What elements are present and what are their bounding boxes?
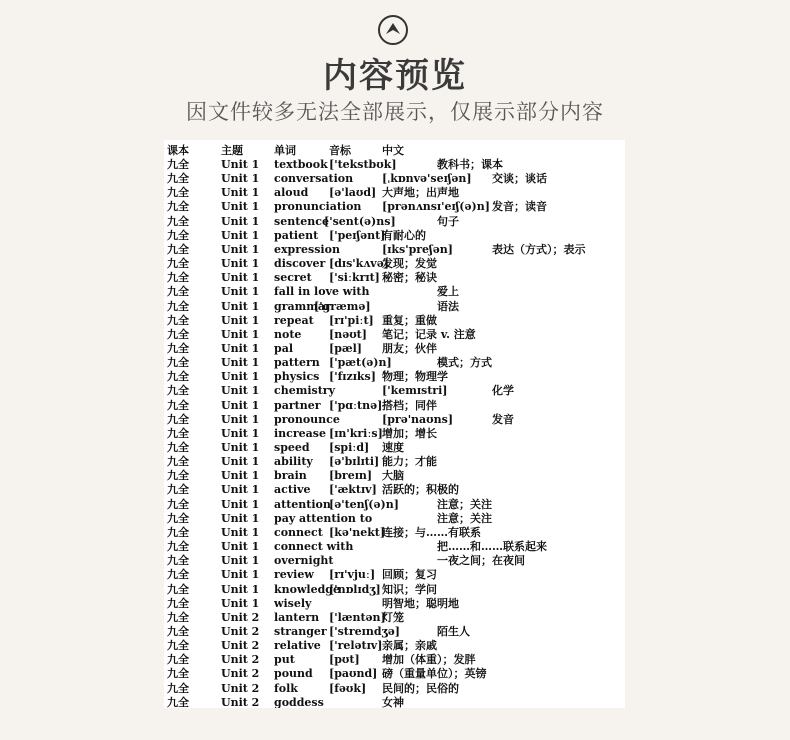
cell-word: patient — [274, 228, 319, 242]
cell-chinese: 增加（体重）；发胖 — [382, 653, 476, 667]
cell-ipa: ['fɪzɪks] — [329, 370, 376, 384]
cell-book: 九全 — [167, 412, 189, 426]
cell-ipa: ['æktɪv] — [329, 483, 377, 497]
cell-book: 九全 — [167, 384, 189, 398]
cell-chinese: 知识；学问 — [382, 582, 437, 596]
cell-ipa: ['ɡræmə] — [314, 299, 371, 313]
cell-word: wisely — [274, 596, 312, 610]
cell-unit: Unit 2 — [221, 624, 260, 638]
cell-ipa: ['sent(ə)ns] — [324, 214, 396, 228]
cell-word: speed — [274, 441, 310, 454]
cell-book: 九全 — [167, 228, 189, 242]
cell-word: goddess — [274, 695, 324, 708]
cell-chinese: 注意；关注 — [437, 497, 492, 511]
cell-book: 九全 — [167, 540, 189, 554]
cell-word: pay attention to — [274, 511, 373, 525]
cell-ipa: [ə'bɪlɪti] — [329, 455, 380, 469]
cell-book: 九全 — [167, 455, 189, 469]
cell-chinese: 语法 — [437, 299, 459, 313]
cell-book: 九全 — [167, 469, 189, 483]
cell-ipa: [pʊt] — [329, 653, 360, 667]
cell-word: relative — [274, 639, 321, 653]
cell-ipa: ['pæt(ə)n] — [329, 356, 392, 370]
document-preview — [164, 140, 625, 708]
cell-unit: Unit 1 — [221, 469, 260, 483]
cell-book: 九全 — [167, 497, 189, 511]
cell-chinese: 活跃的；积极的 — [382, 483, 459, 497]
cell-unit: Unit 1 — [221, 172, 260, 186]
cell-book: 九全 — [167, 624, 189, 638]
cell-chinese: 回顾；复习 — [382, 568, 437, 582]
cell-book: 九全 — [167, 313, 189, 327]
cell-chinese: 磅（重量单位）；英镑 — [382, 667, 487, 681]
cell-ipa: [ɪks'preʃən] — [382, 242, 453, 256]
cell-chinese: 明智地；聪明地 — [382, 596, 459, 610]
cell-book: 九全 — [167, 158, 189, 171]
cell-chinese: 注意；关注 — [437, 511, 492, 525]
cell-word: folk — [274, 681, 298, 695]
cell-chinese: 物理；物理学 — [382, 370, 448, 384]
cell-word: connect with — [274, 540, 354, 554]
page-subtitle: 因文件较多无法全部展示，仅展示部分内容 — [186, 100, 604, 124]
cell-chinese: 发音；读音 — [492, 200, 547, 214]
cell-chinese: 搭档；同伴 — [382, 398, 437, 412]
cell-chinese: 民间的；民俗的 — [382, 681, 459, 695]
cell-word: brain — [274, 469, 307, 483]
cell-unit: Unit 1 — [221, 426, 260, 440]
cell-book: 九全 — [167, 596, 189, 610]
cell-ipa: ['pɑːtnə] — [329, 398, 383, 412]
cell-book: 九全 — [167, 214, 189, 228]
cell-word: expression — [274, 242, 340, 256]
column-header-ipa: 音标 — [329, 144, 351, 157]
cell-chinese: 爱上 — [437, 285, 459, 299]
cell-chinese: 连接；与……有联系 — [382, 525, 481, 539]
cell-book: 九全 — [167, 426, 189, 440]
column-header-unit: 主题 — [221, 144, 243, 157]
cell-word: knowledge — [274, 582, 340, 596]
cell-word: connect — [274, 525, 323, 539]
cell-ipa: ['nɒlɪdʒ] — [329, 582, 381, 596]
cell-book: 九全 — [167, 653, 189, 667]
cell-chinese: 模式；方式 — [437, 356, 492, 370]
cell-unit: Unit 1 — [221, 441, 260, 454]
cell-unit: Unit 1 — [221, 214, 260, 228]
cell-word: review — [274, 568, 314, 582]
cell-book: 九全 — [167, 341, 189, 355]
cell-chinese: 一夜之间；在夜间 — [437, 554, 525, 568]
cell-chinese: 秘密；秘诀 — [382, 271, 437, 285]
column-header-book: 课本 — [167, 144, 189, 157]
cell-chinese: 陌生人 — [437, 624, 470, 638]
cell-ipa: [rɪ'vjuː] — [329, 568, 376, 582]
cell-ipa: [ɪn'kriːs] — [329, 426, 383, 440]
cell-unit: Unit 2 — [221, 639, 260, 653]
cell-word: overnight — [274, 554, 334, 568]
cell-chinese: 亲属；亲戚 — [382, 639, 437, 653]
cell-word: grammar — [274, 299, 331, 313]
cell-unit: Unit 1 — [221, 327, 260, 341]
cell-word: chemistry — [274, 384, 335, 398]
cell-unit: Unit 1 — [221, 455, 260, 469]
cell-book: 九全 — [167, 271, 189, 285]
cell-unit: Unit 1 — [221, 186, 260, 200]
cell-chinese: 教科书；课本 — [437, 158, 503, 171]
cell-ipa: [paʊnd] — [329, 667, 378, 681]
cell-chinese: 能力；才能 — [382, 455, 437, 469]
cell-book: 九全 — [167, 172, 189, 186]
cell-unit: Unit 1 — [221, 313, 260, 327]
cell-book: 九全 — [167, 370, 189, 384]
cell-chinese: 表达（方式）；表示 — [492, 242, 586, 256]
cell-book: 九全 — [167, 285, 189, 299]
cell-unit: Unit 1 — [221, 582, 260, 596]
cell-unit: Unit 2 — [221, 667, 260, 681]
cell-book: 九全 — [167, 554, 189, 568]
cell-unit: Unit 1 — [221, 483, 260, 497]
cell-word: conversation — [274, 172, 354, 186]
cell-book: 九全 — [167, 511, 189, 525]
cell-book: 九全 — [167, 525, 189, 539]
cell-ipa: ['peɪʃənt] — [329, 228, 386, 242]
cell-book: 九全 — [167, 610, 189, 624]
cell-unit: Unit 2 — [221, 653, 260, 667]
cell-word: partner — [274, 398, 321, 412]
cell-word: put — [274, 653, 295, 667]
cell-word: pattern — [274, 356, 320, 370]
cell-word: pronounce — [274, 412, 340, 426]
cell-chinese: 把……和……联系起来 — [437, 540, 547, 554]
cell-word: repeat — [274, 313, 314, 327]
cell-word: increase — [274, 426, 326, 440]
cell-chinese: 朋友；伙伴 — [382, 341, 437, 355]
cell-word: sentence — [274, 214, 329, 228]
cell-unit: Unit 1 — [221, 271, 260, 285]
cell-unit: Unit 1 — [221, 384, 260, 398]
cell-chinese: 大声地；出声地 — [382, 186, 459, 200]
cell-chinese: 增加；增长 — [382, 426, 437, 440]
cell-unit: Unit 1 — [221, 257, 260, 271]
cell-unit: Unit 1 — [221, 370, 260, 384]
cell-unit: Unit 1 — [221, 242, 260, 256]
cell-word: secret — [274, 271, 312, 285]
cell-unit: Unit 1 — [221, 299, 260, 313]
cell-word: pronunciation — [274, 200, 362, 214]
cell-chinese: 有耐心的 — [382, 228, 426, 242]
cell-book: 九全 — [167, 242, 189, 256]
cell-book: 九全 — [167, 356, 189, 370]
cell-word: note — [274, 327, 302, 341]
cell-unit: Unit 1 — [221, 228, 260, 242]
cell-unit: Unit 1 — [221, 540, 260, 554]
cell-unit: Unit 2 — [221, 695, 260, 708]
cell-unit: Unit 1 — [221, 511, 260, 525]
cell-book: 九全 — [167, 299, 189, 313]
column-header-word: 单词 — [274, 144, 296, 157]
cell-ipa: [prə'naʊns] — [382, 412, 454, 426]
cell-word: aloud — [274, 186, 309, 200]
cell-word: physics — [274, 370, 320, 384]
cell-unit: Unit 1 — [221, 596, 260, 610]
cell-word: fall in love with — [274, 285, 370, 299]
cell-ipa: ['kemɪstri] — [382, 384, 448, 398]
cell-word: stranger — [274, 624, 327, 638]
cell-ipa: [ˌkɒnvə'seɪʃən] — [382, 172, 472, 186]
cell-ipa: [nəʊt] — [329, 327, 367, 341]
cell-chinese: 女神 — [382, 695, 404, 708]
cell-ipa: [prənʌnsɪ'eɪʃ(ə)n] — [382, 200, 490, 214]
cell-ipa: [pæl] — [329, 341, 363, 355]
cell-word: textbook — [274, 158, 328, 171]
cell-ipa: [spiːd] — [329, 441, 370, 454]
cell-book: 九全 — [167, 327, 189, 341]
cell-ipa: [kə'nekt] — [329, 525, 386, 539]
cell-word: discover — [274, 257, 326, 271]
cell-ipa: ['læntən] — [329, 610, 386, 624]
cell-unit: Unit 1 — [221, 285, 260, 299]
cell-unit: Unit 1 — [221, 525, 260, 539]
cell-word: pal — [274, 341, 293, 355]
cell-chinese: 句子 — [437, 214, 459, 228]
cell-chinese: 重复；重做 — [382, 313, 437, 327]
cell-unit: Unit 1 — [221, 497, 260, 511]
cell-ipa: [fəʊk] — [329, 681, 367, 695]
cell-word: ability — [274, 455, 313, 469]
cell-ipa: [breɪn] — [329, 469, 373, 483]
cell-book: 九全 — [167, 200, 189, 214]
cell-unit: Unit 1 — [221, 356, 260, 370]
cell-chinese: 交谈；谈话 — [492, 172, 547, 186]
cell-word: active — [274, 483, 311, 497]
cell-word: attention — [274, 497, 331, 511]
cell-ipa: [ə'tenʃ(ə)n] — [329, 497, 399, 511]
cell-book: 九全 — [167, 257, 189, 271]
cell-chinese: 笔记；记录 v. 注意 — [382, 327, 476, 341]
cell-unit: Unit 2 — [221, 610, 260, 624]
cell-unit: Unit 1 — [221, 554, 260, 568]
cell-chinese: 灯笼 — [382, 610, 404, 624]
cell-chinese: 发现；发觉 — [382, 257, 437, 271]
cell-book: 九全 — [167, 695, 189, 708]
cell-ipa: [dɪs'kʌvə] — [329, 257, 389, 271]
cell-ipa: ['relətɪv] — [329, 639, 383, 653]
cell-book: 九全 — [167, 441, 189, 454]
cell-book: 九全 — [167, 568, 189, 582]
cell-book: 九全 — [167, 483, 189, 497]
cell-ipa: [rɪ'piːt] — [329, 313, 374, 327]
cell-book: 九全 — [167, 186, 189, 200]
cell-unit: Unit 1 — [221, 200, 260, 214]
cell-book: 九全 — [167, 681, 189, 695]
chevron-up-circle-icon — [377, 14, 409, 46]
page-title: 内容预览 — [323, 56, 467, 96]
cell-unit: Unit 1 — [221, 412, 260, 426]
cell-chinese: 发音 — [492, 412, 514, 426]
cell-unit: Unit 1 — [221, 568, 260, 582]
cell-book: 九全 — [167, 398, 189, 412]
cell-unit: Unit 2 — [221, 681, 260, 695]
cell-book: 九全 — [167, 639, 189, 653]
cell-ipa: [ə'laʊd] — [329, 186, 377, 200]
cell-chinese: 速度 — [382, 441, 404, 454]
cell-word: lantern — [274, 610, 320, 624]
cell-unit: Unit 1 — [221, 158, 260, 171]
cell-unit: Unit 1 — [221, 398, 260, 412]
cell-unit: Unit 1 — [221, 341, 260, 355]
cell-chinese: 化学 — [492, 384, 514, 398]
cell-ipa: ['tekstbʊk] — [329, 158, 397, 171]
column-header-chinese: 中文 — [382, 144, 404, 157]
cell-book: 九全 — [167, 667, 189, 681]
cell-ipa: ['siːkrɪt] — [329, 271, 380, 285]
cell-chinese: 大脑 — [382, 469, 404, 483]
cell-ipa: ['streɪndʒə] — [329, 624, 400, 638]
cell-book: 九全 — [167, 582, 189, 596]
cell-word: pound — [274, 667, 313, 681]
